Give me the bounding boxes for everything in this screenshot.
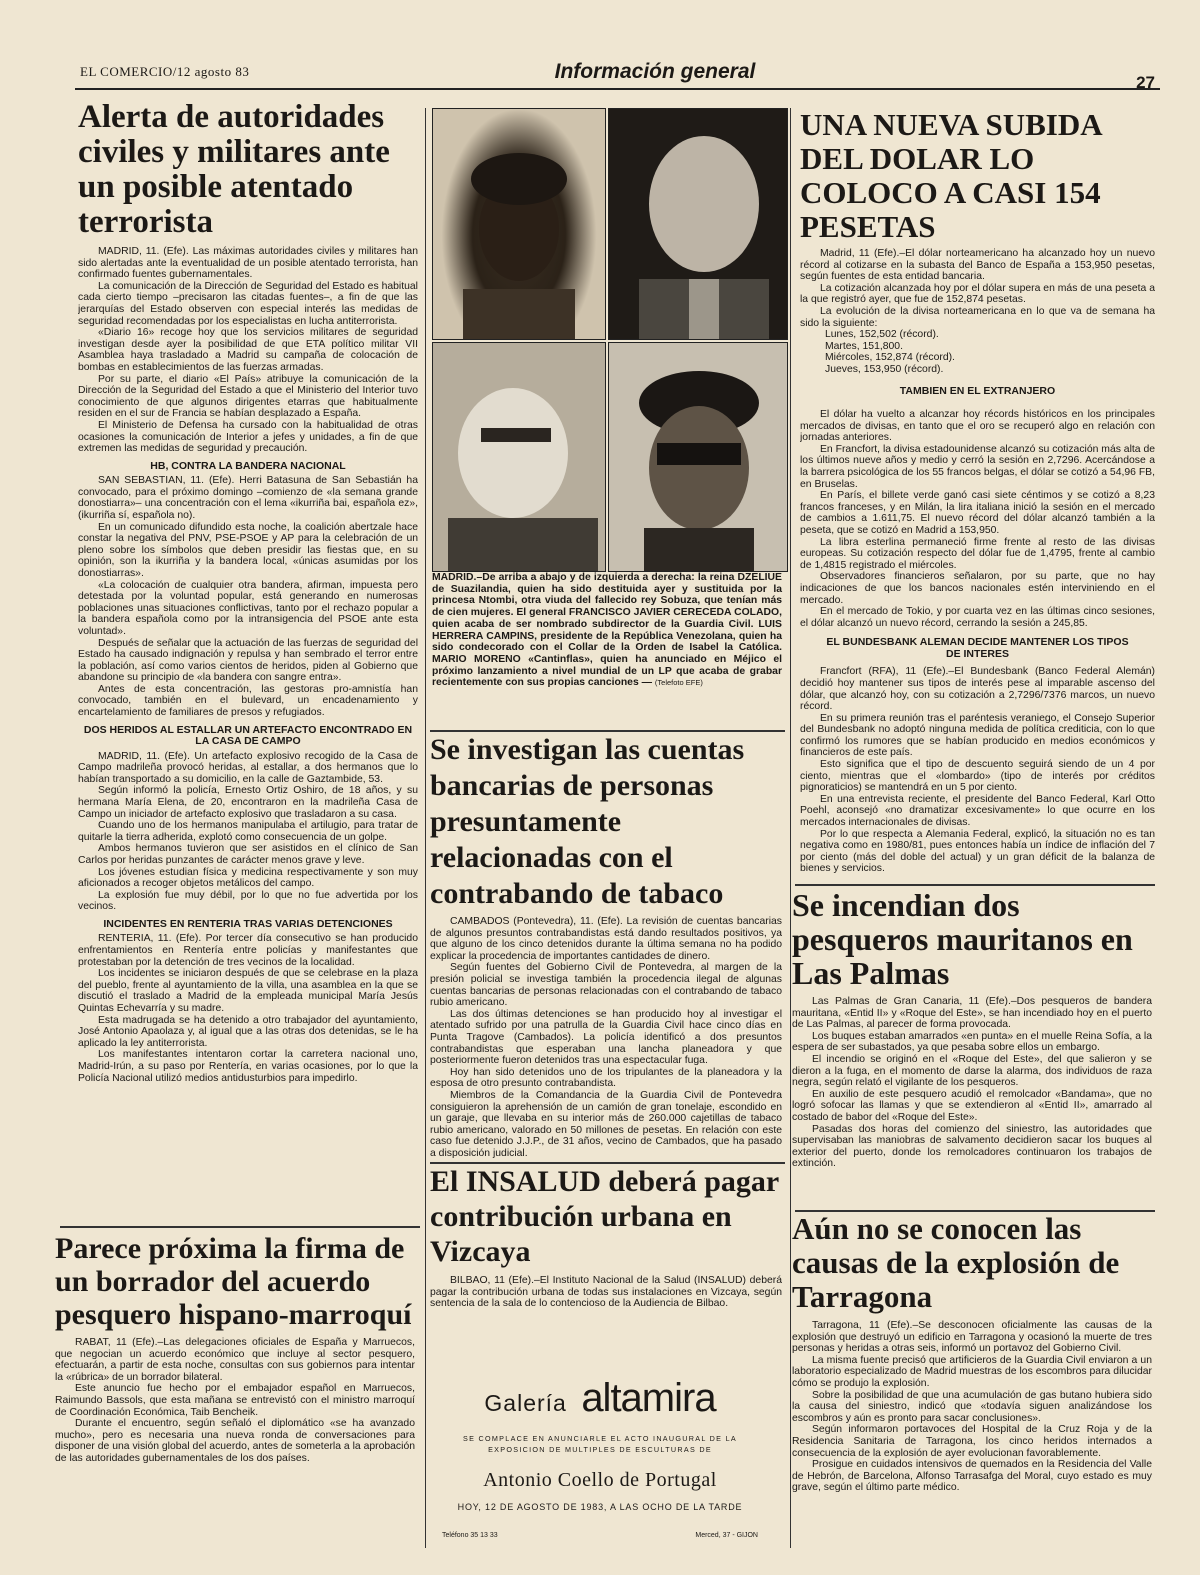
subheading: INCIDENTES EN RENTERIA TRAS VARIAS DETENCIONES: [103, 917, 393, 930]
headline: Alerta de autoridades civiles y militares ante un posible atentado terrorista: [78, 100, 390, 240]
article-divider: [795, 884, 1155, 886]
paragraph: La cotización alcanzada hoy por el dólar supera en más de una peseta a la que registró ayer, que fue de 152,874 pesetas.: [800, 282, 1155, 306]
paragraph: CAMBADOS (Pontevedra), 11. (Efe). La revisión de cuentas bancarias de algunos presuntos contrabandistas está dando resultados positivos, ya que alguno de los cinco detenidos durante la última semana no ha podido explicar la procedencia de importantes cantidades de dinero.: [430, 916, 782, 962]
paragraph: En Francfort, la divisa estadounidense alcanzó su cotización más alta de los últimos nueve años y medio y cerró la sesión en 2,7296. Acercándose a la barrera psicológica de los 55 francos belgas, el dólar se cotizó a 54,96 FB, en Bruselas.: [800, 443, 1155, 490]
paragraph: Prosigue en cuidados intensivos de quemados en la Residencia del Valle de Hebrón, de Barcelona, Alfonso Tarrasafga del Moral, cuyo estado es muy grave, según el último parte médico.: [792, 1459, 1152, 1494]
paragraph: Miembros de la Comandancia de la Guardia Civil de Pontevedra consiguieron la aprehensión de un camión de gran tonelaje, escondido en un garaje, que llevaba en su interior más de 260.000 cajetillas de tabaco rubio americano, valorado en 50 millones de pesetas. En relación con este caso fue detenido J.J.P., de 31 años, vecino de Cambados, que ha pasado a disposición judicial.: [430, 1089, 782, 1159]
photo-general-cereceda: [608, 108, 788, 340]
article-insalud: [430, 1164, 782, 1344]
paragraph: «La colocación de cualquier otra bandera, afirman, impuesta pero detestada por la voluntad popular, está generando en numerosas poblaciones unas situaciones conflictivas, tanto por el rechazo popular a la bandera española como por la intransigencia del PSOE ante esta voluntad».: [78, 579, 418, 637]
photo-cantinflas: [608, 342, 788, 572]
masthead: [75, 58, 1160, 90]
headline: UNA NUEVA SUBIDA DEL DOLAR LO COLOCO A CASI 154 PESETAS: [800, 108, 1101, 244]
headline: Se incendian dos pesqueros mauritanos en Las Palmas: [792, 888, 1133, 991]
ad-phone: Teléfono 35 13 33: [442, 1532, 498, 1539]
paragraph: Esto significa que el tipo de descuento seguirá siendo de un 4 por ciento, mientras que el «lombardo» (tipo de interés por créditos pignoraticios) se mantendrá en un 5 por ciento.: [800, 759, 1155, 794]
paragraph: En un comunicado difundido esta noche, la coalición abertzale hace constar la negativa del PNV, PSE-PSOE y AP para la celebración de un pleno sobre los símbolos que deben presidir las fiestas que, en su opinión, son la ikurriña y la bandera local, «únicas asumidas por los donostiarras».: [78, 521, 418, 579]
paragraph: La libra esterlina permaneció firme frente al resto de las divisas europeas. Su cotización respecto del dólar fue de 1,4795, frente al cambio de 1,4815 registrado el miércoles.: [800, 536, 1155, 571]
paragraph: En París, el billete verde ganó casi siete céntimos y se cotizó a 8,23 francos franceses, y en Milán, la lira italiana inició la sesión en el mercado de cambios a 1.611,75. El nuevo récord del dólar alcanzó también a la peseta, que se cotizó en Madrid a 153,950.: [800, 490, 1155, 536]
paragraph: Según fuentes del Gobierno Civil de Pontevedra, al margen de la presión policial se investiga también la procedencia ilegal de algunas cuentas bancarias de personas relacionadas con el contrabando de tabaco rubio americano.: [430, 962, 782, 1009]
list-item: Miércoles, 152,874 (récord).: [825, 352, 955, 364]
ad-address: Merced, 37 - GIJON: [695, 1532, 758, 1539]
article-divider: [60, 1226, 420, 1228]
photo-reina-dzeliue: [432, 108, 606, 340]
ad-announcement-line: EXPOSICION DE MULTIPLES DE ESCULTURAS DE: [488, 1445, 712, 1454]
paragraph: En el mercado de Tokio, y por cuarta vez en las últimas cinco sesiones, el dólar alcanzó un nuevo récord, cerrando la sesión a 245,85.: [800, 606, 1155, 629]
paragraph: El incendio se originó en el «Roque del Este», del que salieron y se dieron a la fuga, en el momento de darse la alarma, dos individuos de raza negra, según relató el vigilante de los pesqueros.: [792, 1053, 1152, 1089]
paragraph: La explosión fue muy débil, por lo que no fue advertida por los vecinos.: [78, 889, 418, 913]
article-acuerdo-pesquero: [55, 1232, 415, 1552]
paragraph: Los manifestantes intentaron cortar la carretera nacional uno, Madrid-Irún, a su paso por Rentería, en varias ocasiones, por lo que la Policía Nacional utilizó medios antidusturbios para impedirlo.: [78, 1049, 418, 1084]
paragraph: En auxilio de este pesquero acudió el remolcador «Bandama», que no logró sofocar las llamas y que se extendieron al «Entid II», amarrado al costado de babor del «Roque del Este».: [792, 1088, 1152, 1123]
paragraph: Por su parte, el diario «El País» atribuye la comunicación de la Dirección de la Seguridad del Estado a que el Ministerio del Interior tuvo conocimiento de que algunos dirigentes etarras que habitualmente residen en el sur de Francia se habían desplazado a España.: [78, 373, 418, 420]
paragraph: Durante el encuentro, según señaló el diplomático «se ha avanzado mucho», pero es necesaria una nueva ronda de conversaciones para disponer de una visión global del acuerdo, antes de someterla a la aprobación de las autoridades gubernamentales de los dos países.: [55, 1418, 415, 1464]
paragraph: La evolución de la divisa norteamericana en lo que va de semana ha sido la siguiente:: [800, 305, 1155, 329]
portrait-icon: [609, 343, 787, 571]
section-title: Información general: [554, 60, 756, 83]
paragraph: Los jóvenes estudian física y medicina respectivamente y son muy aficionados a recoger objetos metálicos del campo.: [78, 866, 418, 890]
advertisement-galeria-altamira: [430, 1372, 770, 1547]
paragraph: MADRID, 11. (Efe). Las máximas autoridades civiles y militares han sido alertadas ante la eventualidad de un posible atentado terrorista, han confirmado fuentes gubernamentales.: [78, 246, 418, 281]
paragraph: El dólar ha vuelto a alcanzar hoy récords históricos en los principales mercados de divisas, en tanto que el oro se recuperó algo en relación con jornadas anteriores.: [800, 409, 1155, 444]
ad-announcement-line: SE COMPLACE EN ANUNCIARLE EL ACTO INAUGURAL DE LA: [463, 1434, 737, 1443]
article-explosion-tarragona: [792, 1212, 1152, 1557]
column-rule: [425, 108, 426, 1548]
paragraph: Francfort (RFA), 11 (Efe).–El Bundesbank (Banco Federal Alemán) decidió hoy mantener sus tipos de interés pese al imparable ascenso del dólar, que alcanzó hoy, con su cotización a 2,7296/7376 marcos, un nuevo récord.: [800, 666, 1155, 713]
subheading: HB, CONTRA LA BANDERA NACIONAL: [150, 459, 346, 472]
photo-caption: [432, 572, 782, 689]
paragraph: RABAT, 11 (Efe).–Las delegaciones oficiales de España y Marruecos, que negocian un acuerdo económico que incluye al sector pesquero, efectuarán, a partir de esta noche, consultas con sus gobiernos para intentar la «rúbrica» de un borrador bilateral.: [55, 1337, 415, 1383]
paragraph: Esta madrugada se ha detenido a otro trabajador del ayuntamiento, José Antonio Apaolaza y, al igual que a las otras dos detenidas, se le ha aplicado la ley antiterrorista.: [78, 1014, 418, 1049]
subheading: DOS HERIDOS AL ESTALLAR UN ARTEFACTO ENCONTRADO EN LA CASA DE CAMPO: [83, 723, 413, 748]
caption-dash: —: [641, 677, 655, 689]
paragraph: Hoy han sido detenidos uno de los tripulantes de la planeadora y la esposa de otro presunto contrabandista.: [430, 1066, 782, 1090]
headline: El INSALUD deberá pagar contribución urbana en Vizcaya: [430, 1165, 779, 1268]
list-item: Martes, 151,800.: [825, 340, 903, 352]
photo-credit: (Telefoto EFE): [654, 678, 703, 688]
ad-galeria-label: Galería: [484, 1390, 567, 1416]
paragraph: Según informaron portavoces del Hospital de la Cruz Roja y de la Residencia Sanitaria de Tarragona, los cinco heridos internados a consecuencia de la explosión de ayer evolucionan favorablemente.: [792, 1424, 1152, 1459]
column-rule: [790, 108, 791, 1548]
page-number: 27: [1136, 73, 1155, 92]
portrait-icon: [433, 343, 605, 571]
headline: Aún no se conocen las causas de la explosión de Tarragona: [792, 1212, 1120, 1314]
paragraph: SAN SEBASTIAN, 11. (Efe). Herri Batasuna de San Sebastián ha convocado, para el próximo domingo –comienzo de «la semana grande donostiarra»– una concentración con el lema «ikurriña bai, española ez», (ikurriña sí, española no).: [78, 475, 418, 521]
subheading: TAMBIEN EN EL EXTRANJERO: [899, 384, 1056, 397]
ad-artist-name: Antonio Coello de Portugal: [483, 1469, 717, 1491]
list-item: Jueves, 153,950 (récord).: [825, 363, 944, 375]
paragraph: Observadores financieros señalaron, por su parte, que no hay indicaciones de que los bancos nacionales estén interviniendo en el mercado.: [800, 571, 1155, 606]
paragraph: «Diario 16» recoge hoy que los servicios militares de seguridad investigan desde ayer la posibilidad de que ETA político militar VII Asamblea haya trasladado a Madrid su campaña de colocación de bombas en establecimientos de las fuerzas armadas.: [78, 327, 418, 373]
paragraph: La comunicación de la Dirección de Seguridad del Estado es habitual cada cierto tiempo –precisaron las citadas fuentes–, a fin de que las jerarquías del Estado observen con especial interés las medidas de seguridad recomendadas por los especialistas en lucha antiterrorista.: [78, 280, 418, 327]
headline: Parece próxima la firma de un borrador del acuerdo pesquero hispano-marroquí: [55, 1232, 412, 1331]
portrait-icon: [433, 109, 605, 339]
headline: Se investigan las cuentas bancarias de personas presuntamente relacionadas con el contrabando de tabaco: [430, 733, 745, 910]
paragraph: Sobre la posibilidad de que una acumulación de gas butano hubiera sido la causa del siniestro, indicó que «todavía siguen analizándose los escombros y aún es pronto para sacar conclusiones».: [792, 1389, 1152, 1424]
list-item: Lunes, 152,502 (récord).: [825, 329, 939, 341]
paragraph: Según informó la policía, Ernesto Ortiz Oshiro, de 18 años, y su hermana María Elena, de 20, encontraron en la madrileña Casa de Campo un iniciador de artefacto explosivo que trasladaron a su casa.: [78, 785, 418, 820]
article-pesqueros-mauritanos: [792, 888, 1152, 1208]
paragraph: La misma fuente precisó que artificieros de la Guardia Civil enviaron a un laboratorio especializado de Madrid muestras de los escombros para dilucidar cómo se produjo la explosión.: [792, 1354, 1152, 1389]
paragraph: RENTERIA, 11. (Efe). Por tercer día consecutivo se han producido enfrentamientos en Rentería entre policías y manifestantes que protestaban por la detención de tres vecinos de la localidad.: [78, 933, 418, 968]
paragraph: Ambos hermanos tuvieron que ser asistidos en el clínico de San Carlos por heridas punzantes de carácter menos grave y leve.: [78, 843, 418, 866]
paragraph: Después de señalar que la actuación de las fuerzas de seguridad del Estado ha causado indignación y repulsa y han sembrado el terror entre la población, así como varios cientos de heridos, piden al Gobierno que abandone su principio de «la bandera con sangre entra».: [78, 637, 418, 684]
ad-footer: [430, 1532, 770, 1539]
paragraph: Pasadas dos horas del comienzo del siniestro, las autoridades que supervisaban las maniobras de salvamento decidieron sacar los buques al exterior del puerto, donde los remolcadores continuaron los trabajos de extinción.: [792, 1123, 1152, 1170]
article-contrabando-tabaco: [430, 732, 782, 1162]
photo-luis-herrera-campins: [432, 342, 606, 572]
paragraph: En una entrevista reciente, el presidente del Banco Federal, Karl Otto Poehl, aconsejó «no dramatizar excesivamente» lo que ocurre en los mercados internacionales de divisas.: [800, 793, 1155, 829]
paragraph: El Ministerio de Defensa ha cursado con la habitualidad de otras ocasiones la comunicación de Interior a jefes y unidades, a fin de que extremen las medidas de seguridad y precaución.: [78, 419, 418, 455]
paragraph: Antes de esta concentración, las gestoras pro-amnistía han convocado, también en el bulevard, un encadenamiento y encartelamiento de familiares de presos y refugiados.: [78, 683, 418, 719]
article-subida-dolar: [800, 108, 1155, 878]
portrait-icon: [609, 109, 787, 339]
ad-date-line: HOY, 12 DE AGOSTO DE 1983, A LAS OCHO DE LA TARDE: [457, 1502, 743, 1512]
paragraph: Los buques estaban amarrados «en punta» en el muelle Reina Sofía, a la espera de ser subastados, ya que pesaba sobre ellos un embargo.: [792, 1030, 1152, 1054]
paragraph: BILBAO, 11 (Efe).–El Instituto Nacional de la Salud (INSALUD) deberá pagar la contribución urbana de todas sus instalaciones en Vizcaya, según sentencia de la sala de lo contencioso de la Audiencia de Bilbao.: [430, 1275, 782, 1310]
paragraph: MADRID, 11. (Efe). Un artefacto explosivo recogido de la Casa de Campo madrileña provocó heridas, al estallar, a dos hermanos que lo habían transportado a su domicilio, en la calle de Gaztambide, 53.: [78, 750, 418, 785]
article-alerta-terrorista: [78, 100, 418, 1225]
ad-brand-logo: altamira: [581, 1376, 716, 1420]
subheading: EL BUNDESBANK ALEMAN DECIDE MANTENER LOS TIPOS DE INTERES: [826, 636, 1129, 660]
paragraph: Por lo que respecta a Alemania Federal, explicó, la situación no es tan negativa como en 1980/81, pues entonces había un índice de inflación del 7 por ciento (más del doble del actual) y un gran déficit de la balanza de bienes y servicios.: [800, 828, 1155, 875]
paragraph: Cuando uno de los hermanos manipulaba el artilugio, para tratar de quitarle la tierra adherida, explotó como consecuencia de un golpe.: [78, 820, 418, 843]
paragraph: En su primera reunión tras el paréntesis veraniego, el Consejo Superior del Bundesbank no adoptó ninguna medida de política crediticia, con lo que confirmó los rumores que se habían producido en medios económicos y financieros de este país.: [800, 712, 1155, 759]
paragraph: Este anuncio fue hecho por el embajador español en Marruecos, Raimundo Bassols, que esta mañana se entrevistó con el ministro marroquí de Coordinación Económica, Taib Bencheik.: [55, 1383, 415, 1418]
caption-text: MADRID.–De arriba a abajo y de izquierda a derecha: la reina DZELIUE de Suazilandia, quien ha sido destituida ayer y sustituida por la princesa Ntombi, otra viuda del fallecido rey Sobuza, que tenían más de cien mujeres. El general FRANCISCO JAVIER CERECEDA COLADO, quien acaba de ser nombrado subdirector de la Guardia Civil. LUIS HERRERA CAMPINS, presidente de la República Venezolana, quien ha sido condecorado con el Collar de la Orden de Isabel la Católica. MARIO MORENO «Cantinflas», quien ha anunciado en Méjico el próximo lanzamiento a nivel mundial de un LP que acaba de grabar recientemente con sus propias canciones: [432, 572, 782, 689]
paragraph: Madrid, 11 (Efe).–El dólar norteamericano ha alcanzado hoy un nuevo récord al cotizarse en la subasta del Banco de España a 153,950 pesetas, según fuentes de esta entidad bancaria.: [800, 248, 1155, 283]
paragraph: Las dos últimas detenciones se han producido hoy al investigar el atentado sufrido por una patrulla de la Guardia Civil hace cinco días en Punta Tragove (Cambados). La policía identificó a dos presuntos contrabandistas que esperaban una lancha planeadora y que posteriormente fueron detenidos tras una espectacular fuga.: [430, 1008, 782, 1067]
paragraph: Las Palmas de Gran Canaria, 11 (Efe).–Dos pesqueros de bandera mauritana, «Entid II» y «Roque del Este», se han incendiado hoy en el puerto de Las Palmas, al parecer de forma provocada.: [792, 996, 1152, 1031]
paragraph: Los incidentes se iniciaron después de que se celebrase en la plaza del pueblo, frente al ayuntamiento de la villa, una asamblea en la que se discutió el traslado a Madrid de la empleada municipal María Jesús Quintas Echevarría y su madre.: [78, 968, 418, 1015]
paragraph: Tarragona, 11 (Efe).–Se desconocen oficialmente las causas de la explosión que destruyó un edificio en Tarragona y ocasionó la muerte de tres personas y heridas a otras seis, informó un portavoz del Gobierno Civil.: [792, 1320, 1152, 1355]
newspaper-date-line: EL COMERCIO/12 agosto 83: [80, 64, 250, 79]
